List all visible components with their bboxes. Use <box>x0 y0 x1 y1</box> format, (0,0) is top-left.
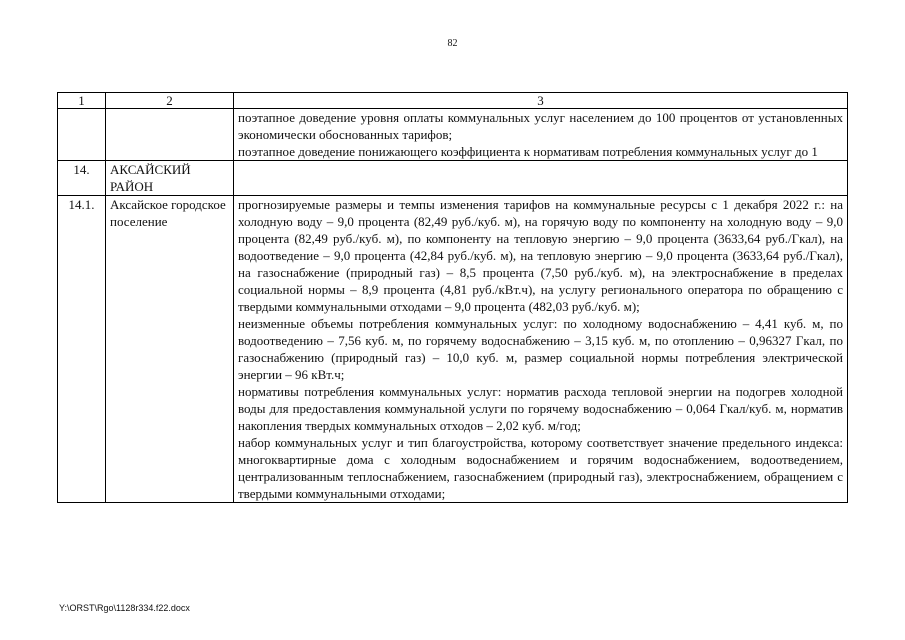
cell-continuation-text <box>234 109 848 161</box>
document-table <box>57 92 848 503</box>
header-col-1: 1 <box>58 93 106 109</box>
cell-empty <box>58 109 106 161</box>
cell-empty <box>106 109 234 161</box>
paragraph: набор коммунальных услуг и тип благоустройства, которому соответствует значение предельного индекса: многоквартирные дома с холодным водоснабжением и горячим водоснабжением, водоотведением, централизованным теплоснабжением, газоснабжением (природный газ), электроснабжением, обращением с твердыми коммунальными отходами; <box>238 435 843 501</box>
table-row-continuation <box>58 109 848 161</box>
header-col-3: 3 <box>234 93 848 109</box>
subsection-number: 14.1. <box>58 196 106 503</box>
paragraph: поэтапное доведение понижающего коэффициента к нормативам потребления коммунальных услуг до 1 <box>238 144 818 159</box>
table-header-row <box>58 93 848 109</box>
paragraph: неизменные объемы потребления коммунальных услуг: по холодному водоснабжению – 4,41 куб. м, по водоотведению – 7,56 куб. м, по горячему водоснабжению – 3,15 куб. м, по отоплению – 0,96327 Гкал, по газоснабжению (природный газ) – 10,0 куб. м, размер социальной нормы потребления электрической энергии – 96 кВт.ч; <box>238 316 843 382</box>
footer-file-path: Y:\ORST\Rgo\1128r334.f22.docx <box>59 603 190 613</box>
section-number: 14. <box>58 161 106 196</box>
subsection-text <box>234 196 848 503</box>
subsection-name: Аксайское городское поселение <box>106 196 234 503</box>
section-text <box>234 161 848 196</box>
section-name: АКСАЙСКИЙ РАЙОН <box>106 161 234 196</box>
paragraph: нормативы потребления коммунальных услуг: норматив расхода тепловой энергии на подогрев холодной воды для предоставления коммунальной услуги по горячему водоснабжению – 0,064 Гкал/куб. м, норматив накопления твердых коммунальных отходов – 2,02 куб. м/год; <box>238 384 843 433</box>
table-row-subsection <box>58 196 848 503</box>
table-row-section <box>58 161 848 196</box>
page-number: 82 <box>447 38 458 49</box>
header-col-2: 2 <box>106 93 234 109</box>
paragraph: прогнозируемые размеры и темпы изменения тарифов на коммунальные ресурсы с 1 декабря 2022 г.: на холодную воду – 9,0 процента (82,49 руб./куб. м), на горячую воду по компоненту на холодную воду – 9,0 процента (82,49 руб./куб. м), по компоненту на тепловую энергию – 9,0 процента (3633,64 руб./Гкал), на водоотведение – 9,0 процента (42,84 руб./куб. м), на тепловую энергию – 9,0 процента (3633,64 руб./Гкал), на газоснабжение (природный газ) – 8,5 процента (7,50 руб./куб. м), на электроснабжение в пределах социальной нормы – 8,9 процента (4,81 руб./кВт.ч), на услугу регионального оператора по обращению с твердыми коммунальными отходами – 9,0 процента (482,03 руб./куб. м); <box>238 197 843 314</box>
paragraph: поэтапное доведение уровня оплаты коммунальных услуг населением до 100 процентов от установленных экономически обоснованных тарифов; <box>238 110 843 142</box>
